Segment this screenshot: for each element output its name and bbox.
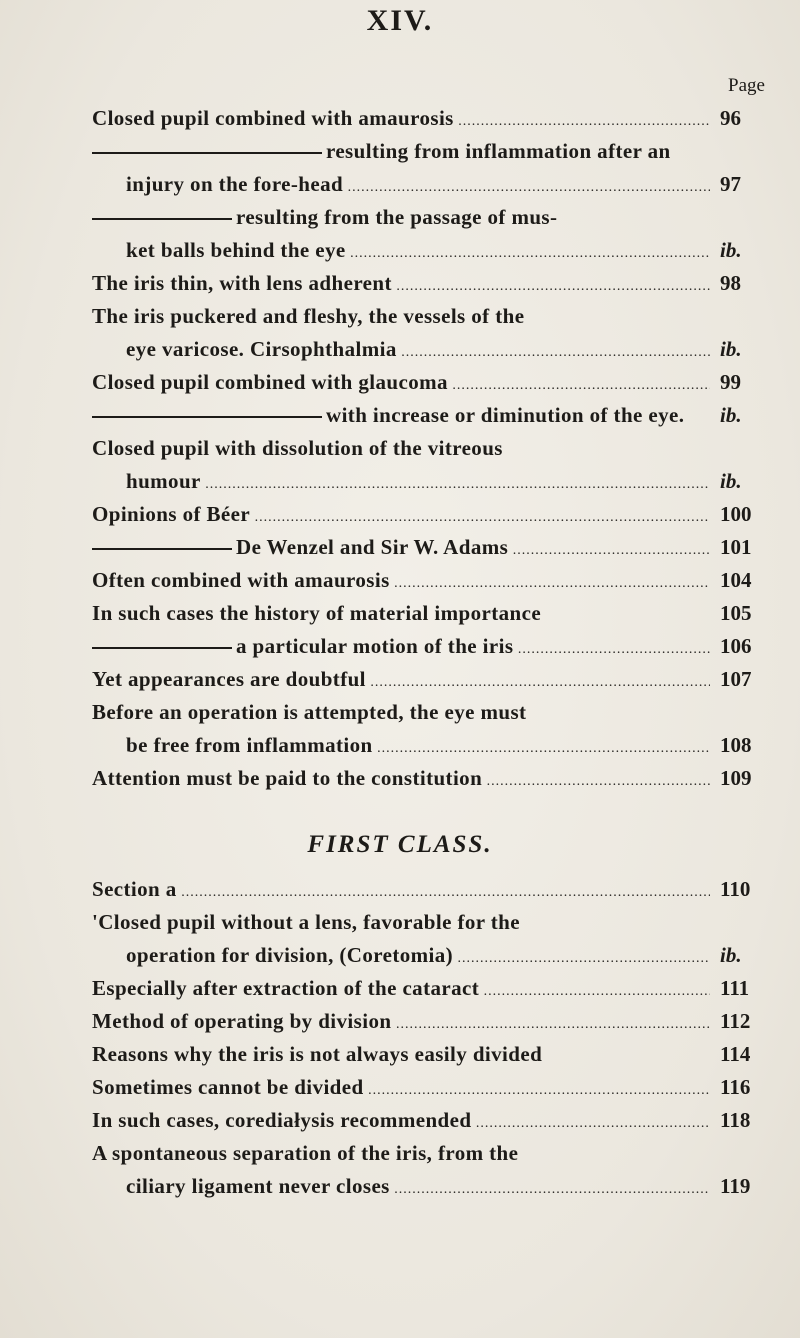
entry-label: De Wenzel and Sir W. Adams <box>236 535 509 559</box>
contents-entry <box>0 432 800 465</box>
entry-page-number: 100 <box>720 502 752 526</box>
entry-label: Closed pupil combined with glaucoma <box>92 370 448 394</box>
entry-page-number: 97 <box>720 172 741 196</box>
entry-label: Opinions of Béer <box>92 502 251 526</box>
entry-text <box>92 597 710 630</box>
entry-page-number: 118 <box>720 1108 751 1132</box>
entry-page-number: 96 <box>720 106 741 130</box>
entry-page-number: 111 <box>720 976 750 1000</box>
contents-entry <box>0 1170 800 1203</box>
contents-entry <box>0 1137 800 1170</box>
ditto-dash <box>92 647 232 649</box>
entry-text <box>92 300 710 333</box>
entry-label: Before an operation is attempted, the eye must <box>92 700 527 724</box>
entry-text <box>126 168 710 204</box>
entry-text <box>92 1137 710 1170</box>
contents-entry <box>0 729 800 762</box>
entry-label: The iris puckered and fleshy, the vessels of the <box>92 304 525 328</box>
contents-entry <box>0 399 800 432</box>
contents-entry <box>0 939 800 972</box>
entry-label: ciliary ligament never closes <box>126 1174 390 1198</box>
entry-text <box>126 939 710 975</box>
entry-text <box>92 762 710 798</box>
contents-entry <box>0 102 800 135</box>
entry-text <box>126 234 710 270</box>
entry-text <box>92 399 710 432</box>
contents-entry <box>0 366 800 399</box>
entry-label: Attention must be paid to the constitution <box>92 766 483 790</box>
contents-entries <box>0 102 800 795</box>
entry-page-number: 106 <box>720 634 752 658</box>
entry-page-number: ib. <box>720 469 742 493</box>
ditto-dash <box>92 416 322 418</box>
page-column-label: Page <box>728 75 765 96</box>
contents-entry <box>0 267 800 300</box>
entry-text <box>126 333 710 369</box>
entry-label: be free from inflammation <box>126 733 373 757</box>
entry-label: with increase or diminution of the eye. <box>326 403 685 427</box>
contents-entry <box>0 168 800 201</box>
entry-text <box>126 465 710 501</box>
entry-page-number: ib. <box>720 238 742 262</box>
entry-label: A spontaneous separation of the iris, from the <box>92 1141 519 1165</box>
entry-text <box>92 135 710 168</box>
entry-text <box>92 873 710 909</box>
entry-label: injury on the fore-head <box>126 172 344 196</box>
ditto-dash <box>92 152 322 154</box>
contents-entry <box>0 1005 800 1038</box>
contents-entry <box>0 696 800 729</box>
running-head: XIV. <box>366 4 434 37</box>
contents-entry <box>0 972 800 1005</box>
entry-page-number: 105 <box>720 601 752 625</box>
entry-text <box>92 498 710 534</box>
section-entries <box>0 873 800 1203</box>
section-heading: FIRST CLASS. <box>307 831 493 858</box>
contents-entry <box>0 498 800 531</box>
contents-entry <box>0 663 800 696</box>
entry-text <box>92 102 710 138</box>
contents-entry <box>0 906 800 939</box>
entry-label: Especially after extraction of the cataract <box>92 976 480 1000</box>
entry-page-number: 98 <box>720 271 741 295</box>
entry-text <box>126 1170 710 1206</box>
contents-entry <box>0 531 800 564</box>
entry-page-number: 116 <box>720 1075 751 1099</box>
entry-label: The iris thin, with lens adherent <box>92 271 392 295</box>
contents-entry <box>0 873 800 906</box>
entry-text <box>92 630 710 666</box>
entry-page-number: ib. <box>720 403 742 427</box>
entry-page-number: 109 <box>720 766 752 790</box>
ditto-dash <box>92 218 232 220</box>
entry-label: Closed pupil combined with amaurosis <box>92 106 454 130</box>
contents-entry <box>0 1071 800 1104</box>
entry-text <box>92 663 710 699</box>
contents-entry <box>0 333 800 366</box>
entry-label: Closed pupil with dissolution of the vitreous <box>92 436 503 460</box>
entry-page-number: 110 <box>720 877 751 901</box>
entry-label: Yet appearances are doubtful <box>92 667 366 691</box>
entry-label: eye varicose. Cirsophthalmia <box>126 337 397 361</box>
entry-text <box>92 366 710 402</box>
entry-label: In such cases, corediałysis recommended <box>92 1108 472 1132</box>
contents-entry <box>0 630 800 663</box>
entry-text <box>92 564 710 600</box>
entry-text <box>92 1104 710 1140</box>
entry-label: In such cases the history of material importance <box>92 601 542 625</box>
entry-text <box>92 267 710 303</box>
contents-entry <box>0 465 800 498</box>
ditto-dash <box>92 548 232 550</box>
entry-text <box>92 972 710 1008</box>
entry-page-number: 104 <box>720 568 752 592</box>
contents-entry <box>0 135 800 168</box>
contents-entry <box>0 1038 800 1071</box>
contents-entry <box>0 300 800 333</box>
entry-page-number: 114 <box>720 1042 751 1066</box>
entry-page-number: 99 <box>720 370 741 394</box>
entry-label: 'Closed pupil without a lens, favorable for the <box>92 910 520 934</box>
entry-page-number: 107 <box>720 667 752 691</box>
contents-entry <box>0 234 800 267</box>
contents-entry <box>0 597 800 630</box>
entry-page-number: 101 <box>720 535 752 559</box>
entry-label: Method of operating by division <box>92 1009 392 1033</box>
entry-text <box>126 729 710 765</box>
entry-text <box>92 1071 710 1107</box>
entry-text <box>92 1038 710 1071</box>
entry-page-number: ib. <box>720 337 742 361</box>
entry-text <box>92 1005 710 1041</box>
entry-page-number: ib. <box>720 943 742 967</box>
entry-text <box>92 201 710 234</box>
entry-label: resulting from inflammation after an <box>326 139 671 163</box>
entry-text <box>92 432 710 465</box>
contents-entry <box>0 201 800 234</box>
entry-text <box>92 531 710 567</box>
entry-page-number: 112 <box>720 1009 751 1033</box>
contents-entry <box>0 564 800 597</box>
contents-entry <box>0 1104 800 1137</box>
entry-page-number: 108 <box>720 733 752 757</box>
contents-list <box>0 102 800 1203</box>
entry-label: humour <box>126 469 201 493</box>
entry-label: operation for division, (Coretomia) <box>126 943 454 967</box>
entry-label: Sometimes cannot be divided <box>92 1075 364 1099</box>
contents-entry <box>0 762 800 795</box>
entry-label: Reasons why the iris is not always easily divided <box>92 1042 543 1066</box>
entry-label: Section a <box>92 877 177 901</box>
entry-text <box>92 696 710 729</box>
entry-label: ket balls behind the eye <box>126 238 346 262</box>
entry-text <box>92 906 710 939</box>
entry-label: a particular motion of the iris <box>236 634 514 658</box>
entry-page-number: 119 <box>720 1174 751 1198</box>
entry-label: resulting from the passage of mus- <box>236 205 558 229</box>
entry-label: Often combined with amaurosis <box>92 568 390 592</box>
